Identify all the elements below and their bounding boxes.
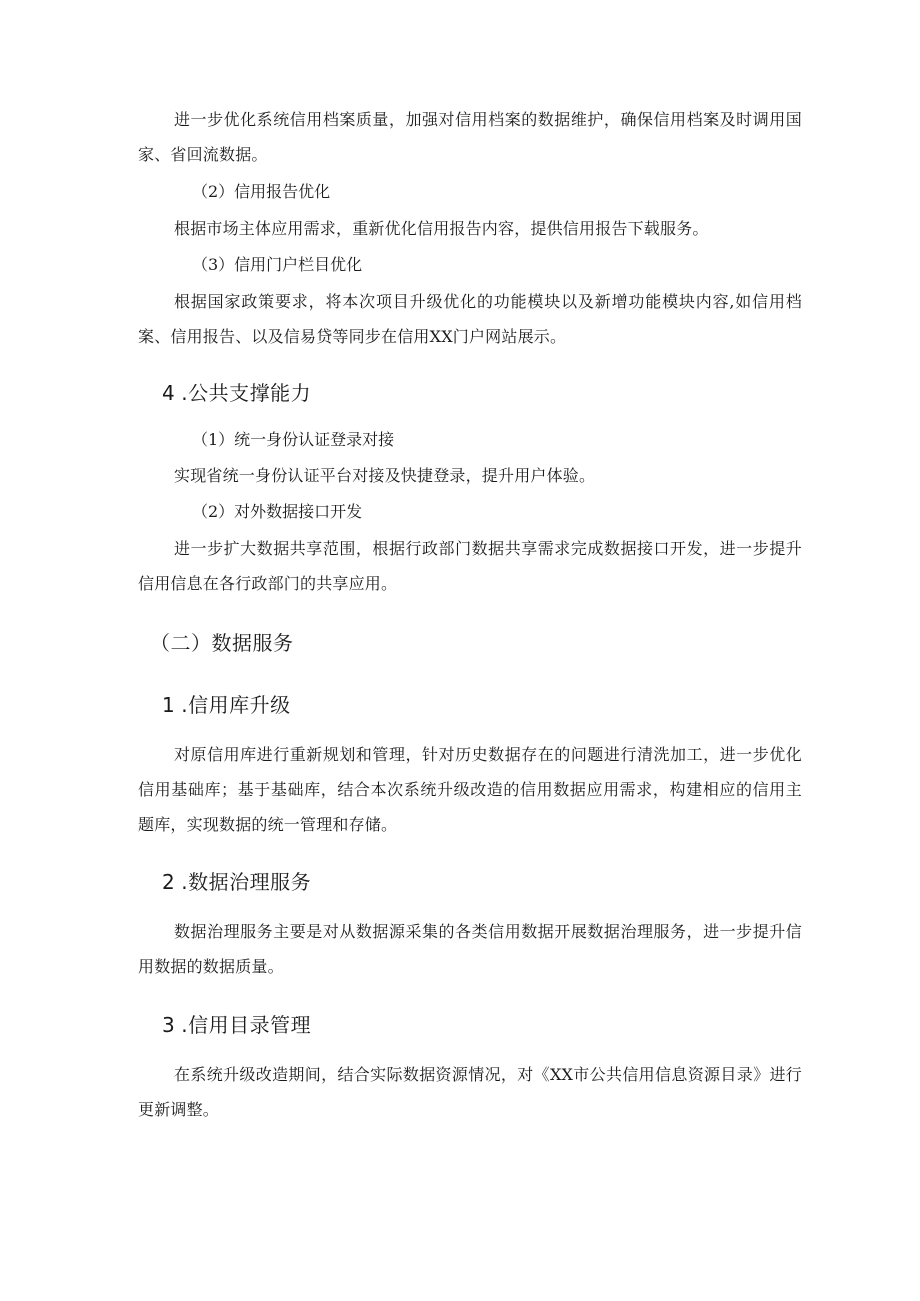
paragraph-data-api: 进一步扩大数据共享范围，根据行政部门数据共享需求完成数据接口开发，进一步提升信用信息在各行政部门的共享应用。 <box>138 539 802 593</box>
paragraph-credit-report: 根据市场主体应用需求，重新优化信用报告内容，提供信用报告下载服务。 <box>174 219 709 238</box>
heading-credit-catalog <box>162 1010 802 1040</box>
item-unified-auth: （1）统一身份认证登录对接 <box>192 430 395 449</box>
item-data-api: （2）对外数据接口开发 <box>192 502 363 521</box>
paragraph-unified-auth: 实现省统一身份认证平台对接及快捷登录，提升用户体验。 <box>174 466 596 485</box>
item-portal-optimization: （3）信用门户栏目优化 <box>192 255 363 274</box>
heading-public-support <box>162 378 802 408</box>
heading-text: .信用库升级 <box>181 693 291 717</box>
heading-number: 1 <box>162 693 176 717</box>
paragraph-data-governance: 数据治理服务主要是对从数据源采集的各类信用数据开展数据治理服务，进一步提升信用数据的数据质量。 <box>138 922 802 976</box>
section-heading-data-service: （二）数据服务 <box>150 631 294 655</box>
item-credit-report-optimization: （2）信用报告优化 <box>192 182 331 201</box>
heading-text: .数据治理服务 <box>181 870 312 894</box>
heading-number: 2 <box>162 870 176 894</box>
heading-text: .信用目录管理 <box>181 1013 312 1037</box>
paragraph-credit-archive: 进一步优化系统信用档案质量，加强对信用档案的数据维护，确保信用档案及时调用国家、省回流数据。 <box>138 110 802 164</box>
heading-number: 4 <box>162 381 176 405</box>
heading-number: 3 <box>162 1013 176 1037</box>
paragraph-credit-catalog: 在系统升级改造期间，结合实际数据资源情况，对《XX市公共信用信息资源目录》进行更新调整。 <box>138 1065 802 1119</box>
heading-credit-db-upgrade <box>162 690 802 720</box>
paragraph-portal: 根据国家政策要求，将本次项目升级优化的功能模块以及新增功能模块内容,如信用档案、信用报告、以及信易贷等同步在信用XX门户网站展示。 <box>138 292 802 346</box>
paragraph-credit-db-upgrade: 对原信用库进行重新规划和管理，针对历史数据存在的问题进行清洗加工，进一步优化信用基础库；基于基础库，结合本次系统升级改造的信用数据应用需求，构建相应的信用主题库，实现数据的统一管理和存储。 <box>138 745 802 834</box>
heading-data-governance <box>162 867 802 897</box>
heading-text: .公共支撑能力 <box>181 381 312 405</box>
